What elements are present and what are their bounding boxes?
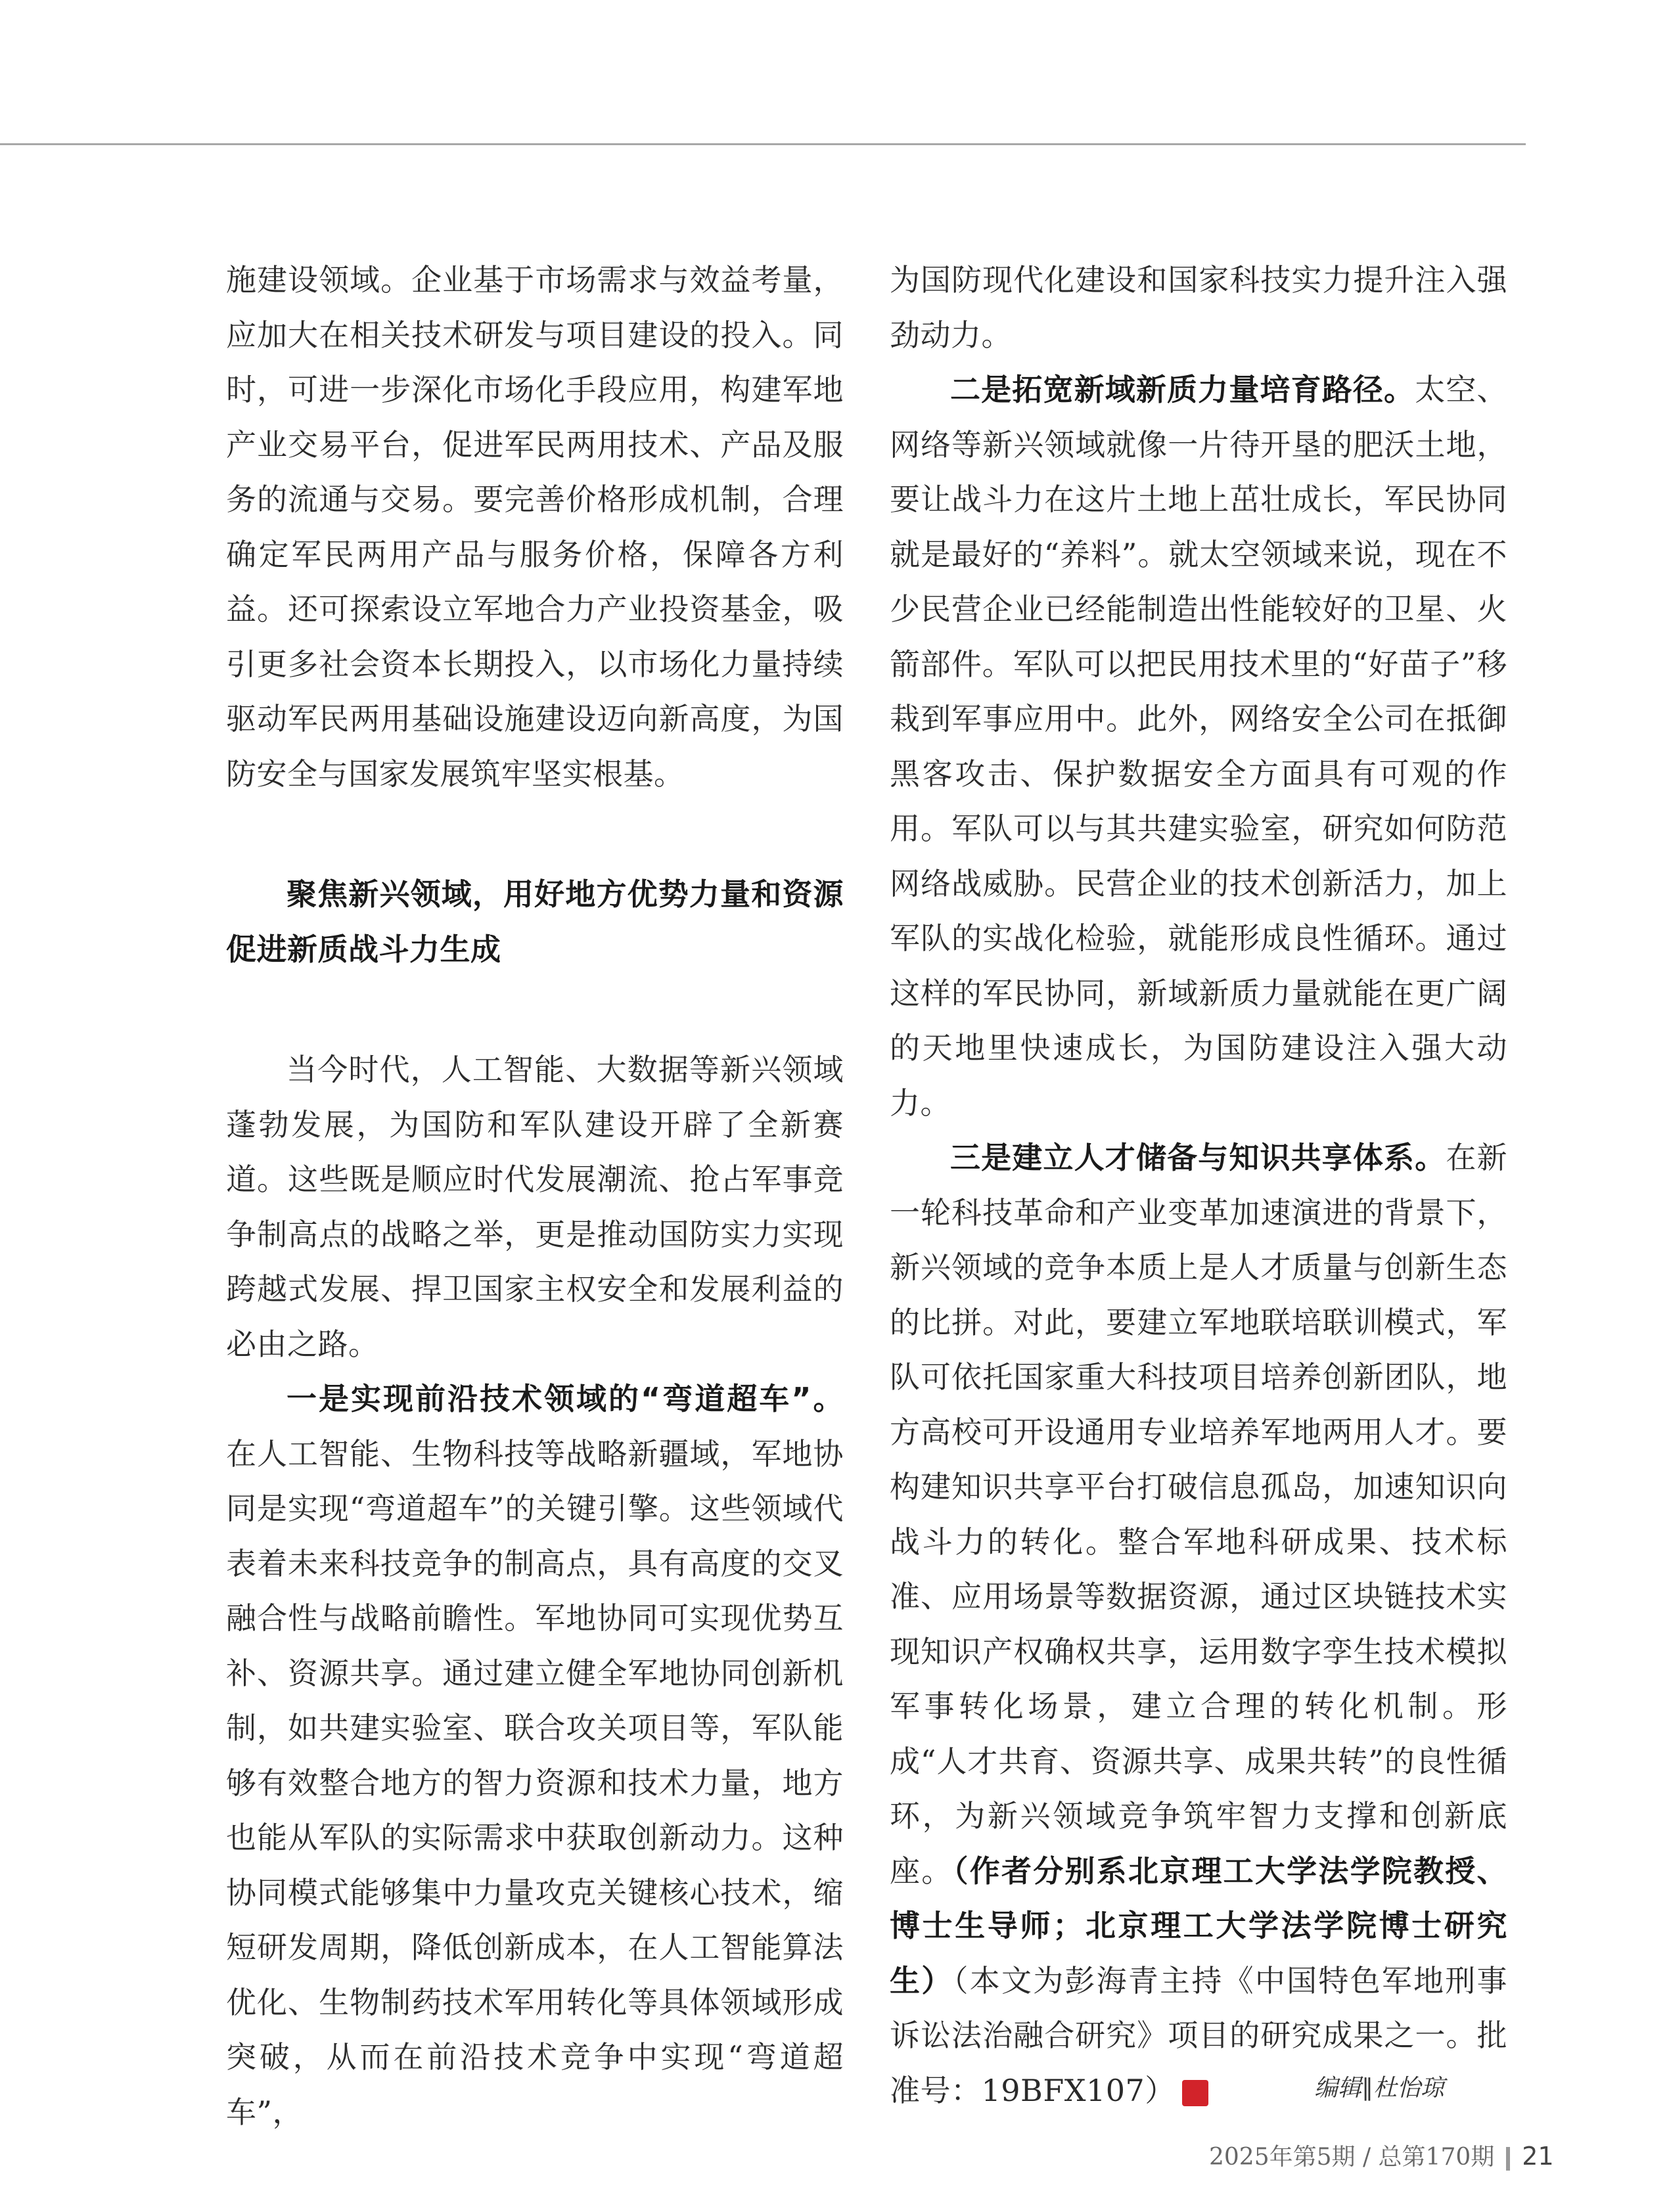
- paragraph: [890, 363, 1507, 1131]
- paragraph-lead: 一是实现前沿技术领域的“弯道超车”。: [286, 1381, 844, 1416]
- paragraph-lead: 二是拓宽新域新质力量培育路径。: [950, 372, 1415, 407]
- section-heading: 聚焦新兴领域，用好地方优势力量和资源促进新质战斗力生成: [226, 876, 844, 967]
- paragraph-body: 在新一轮科技革命和产业变革加速演进的背景下，新兴领域的竞争本质上是人才质量与创新生态的比拼。对此，要建立军地联培联训模式，军队可依托国家重大科技项目培养创新团队，地方高校可开设通用专业培养军地两用人才。要构建知识共享平台打破信息孤岛，加速知识向战斗力的转化。整合军地科研成果、技术标准、应用场景等数据资源，通过区块链技术实现知识产权确权共享，运用数字孪生技术模拟军事转化场景，建立合理的转化机制。形成“人才共育、资源共享、成果共转”的良性循环，为新兴领域竞争筑牢智力支撑和创新底座。: [890, 1140, 1508, 1889]
- end-mark-icon: G: [1182, 2080, 1208, 2106]
- page-footer: [1209, 2138, 1554, 2172]
- paragraph: 当今时代，人工智能、大数据等新兴领域蓬勃发展，为国防和军队建设开辟了全新赛道。这些既是顺应时代发展潮流、抢占军事竞争制高点的战略之举，更是推动国防实力实现跨越式发展、捍卫国家主权安全和发展利益的必由之路。: [226, 1052, 844, 1362]
- left-column: [226, 253, 844, 2140]
- issue-info: 2025年第5期 / 总第170期: [1209, 2144, 1495, 2171]
- right-column: [890, 253, 1507, 2118]
- paragraph: [226, 1372, 844, 2140]
- header-rule: [0, 143, 1526, 145]
- footer-divider: [1506, 2147, 1510, 2171]
- paragraph-body: 在人工智能、生物科技等战略新疆域，军地协同是实现“弯道超车”的关键引擎。这些领域代表着未来科技竞争的制高点，具有高度的交叉融合性与战略前瞻性。军地协同可实现优势互补、资源共享。通过建立健全军地协同创新机制，如共建实验室、联合攻关项目等，军队能够有效整合地方的智力资源和技术力量，地方也能从军队的实际需求中获取创新动力。这种协同模式能够集中力量攻克关键核心技术，缩短研发周期，降低创新成本，在人工智能算法优化、生物制药技术军用转化等具体领域形成突破，从而在前沿技术竞争中实现“弯道超车”，: [226, 1435, 844, 2130]
- editor-credit: 编辑∥杜怡琼: [1314, 2075, 1445, 2102]
- paragraph-body: 太空、网络等新兴领域就像一片待开垦的肥沃土地，要让战斗力在这片土地上茁壮成长，军民协同就是最好的“养料”。就太空领域来说，现在不少民营企业已经能制造出性能较好的卫星、火箭部件。军队可以把民用技术里的“好苗子”移栽到军事应用中。此外，网络安全公司在抵御黑客攻击、保护数据安全方面具有可观的作用。军队可以与其共建实验室，研究如何防范网络战威胁。民营企业的技术创新活力，加上军队的实战化检验，就能形成良性循环。通过这样的军民协同，新域新质力量就能在更广阔的天地里快速成长，为国防建设注入强大动力。: [890, 372, 1508, 1121]
- page-number: 21: [1522, 2142, 1554, 2171]
- paragraph-lead: 三是建立人才储备与知识共享体系。: [950, 1140, 1446, 1175]
- paragraph: 施建设领域。企业基于市场需求与效益考量，应加大在相关技术研发与项目建设的投入。同时，可进一步深化市场化手段应用，构建军地产业交易平台，促进军民两用技术、产品及服务的流通与交易。要完善价格形成机制，合理确定军民两用产品与服务价格，保障各方利益。还可探索设立军地合力产业投资基金，吸引更多社会资本长期投入，以市场化力量持续驱动军民两用基础设施建设迈向新高度，为国防安全与国家发展筑牢坚实根基。: [226, 262, 844, 792]
- author-note: （作者分别系北京理工大学法学院教授、博士生导师；北京理工大学法学院博士研究生）: [890, 1853, 1508, 1998]
- project-note: （本文为彭海青主持《中国特色军地刑事诉讼法治融合研究》项目的研究成果之一。批准号：19BFX107）: [890, 1962, 1508, 2108]
- paragraph: [890, 1131, 1507, 2118]
- paragraph: 为国防现代化建设和国家科技实力提升注入强劲动力。: [890, 262, 1507, 353]
